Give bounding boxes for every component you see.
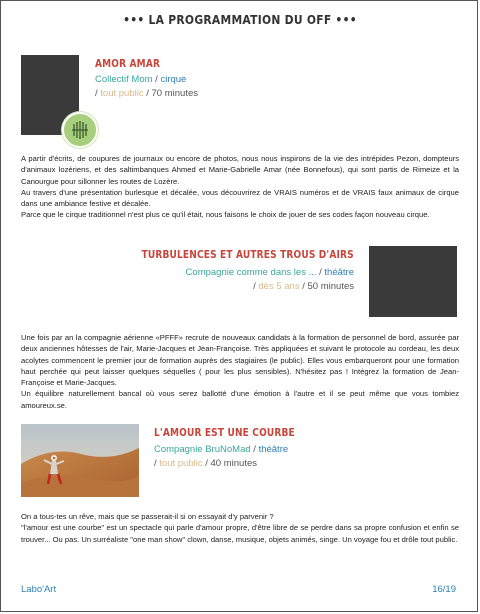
festival-logo-icon bbox=[64, 114, 96, 146]
show-1-title: AMOR AMAR bbox=[95, 57, 161, 70]
show-1-duration: 70 minutes bbox=[151, 88, 198, 99]
show-1-description bbox=[21, 153, 459, 221]
show-1-meta-line-2: / tout public / 70 minutes bbox=[95, 88, 198, 99]
show-3-meta-line-2: / tout public / 40 minutes bbox=[154, 458, 257, 469]
show-3-company: Compagnie BruNoMad bbox=[154, 444, 251, 455]
show-2-image bbox=[369, 246, 457, 317]
show-3-description bbox=[21, 511, 459, 545]
desert-photo-illustration bbox=[21, 424, 139, 497]
show-2-paragraph: Une fois par an la compagnie aérienne «PFFF» recrute de nouveaux candidats à la formation de personnel de bord, assurée par deux anciennes hôtesses de l'air, Marie-Jacques et Jean-Françoise. Très appliquées et suivant le protocole au cordeau, les deux acolytes commencent le premier jour de formation auprès des stagiaires (le public). Elles vous embarqueront pour une formation haut perchée qui peut laisser quelques séquelles ( pour les plus sensibles). N'hésitez pas ! Intégrez la formation de Jean-Françoise et Marie-Jacques. bbox=[21, 333, 459, 388]
show-2-paragraph: Un équilibre naturellement bancal où vous serez ballotté d'une émotion à l'autre et il se peut même que vous tombiez amoureux.se. bbox=[21, 389, 459, 410]
show-1-paragraph: Au travers d'une présentation burlesque et décalée, vous découvrirez de VRAIS numéros et de VRAIS faux animaux de cirque dans une ambiance festive et décalée. bbox=[21, 187, 459, 209]
show-2-meta-line-2: / dès 5 ans / 50 minutes bbox=[253, 281, 354, 292]
show-2-title: TURBULENCES ET AUTRES TROUS D'AIRS bbox=[141, 248, 354, 261]
show-1-meta-line-1: Collectif Mom / cirque bbox=[95, 74, 187, 85]
page-header-title: ••• LA PROGRAMMATION DU OFF ••• bbox=[123, 12, 357, 27]
show-1-paragraph: Parce que le cirque traditionnel n'est plus ce qu'il était, nous faisons le choix de jouer de ses codes façon nouveau cirque. bbox=[21, 210, 430, 220]
show-1-paragraph: A partir d'écrits, de coupures de journaux ou encore de photos, nous nous inspirons de la vie des intrépides Pezon, dompteurs d'animaux lozériens, et des saltimbanques Ahmed et Marie-Gabrielle Amar (née Bonnefous), qui sont partis de Rimeize et la Canourgue pour sillonner les routes de Lozère. bbox=[21, 154, 459, 186]
show-1-logo-badge bbox=[62, 112, 98, 148]
show-3-paragraph: On a tous-tes un rêve, mais que se passerait-il si on essayait d'y parvenir ? bbox=[21, 512, 274, 521]
show-2-duration: 50 minutes bbox=[307, 281, 354, 292]
show-3-title: L'AMOUR EST UNE COURBE bbox=[154, 426, 295, 439]
show-2-company: Compagnie comme dans les ... bbox=[185, 267, 317, 278]
show-1-audience: tout public bbox=[100, 88, 144, 99]
show-2-genre: théâtre bbox=[324, 267, 354, 278]
show-3-meta-line-1: Compagnie BruNoMad / théâtre bbox=[154, 444, 289, 455]
show-1-genre: cirque bbox=[160, 74, 187, 85]
show-2-audience: dès 5 ans bbox=[258, 281, 300, 292]
footer-brand: Labo'Art bbox=[21, 584, 57, 595]
page-number: 16/19 bbox=[432, 584, 456, 595]
show-1-company: Collectif Mom bbox=[95, 74, 153, 85]
show-3-paragraph: "l'amour est une courbe" est un spectacle qui parle d'amour propre, d'être libre de se perdre dans sa propre confusion et enfin se trouver... Ou pas. Un surréaliste "one man show" clown, danse, musique, objets animés, singe. Un voyage fou et drôle tout public. bbox=[21, 523, 459, 544]
show-2-description bbox=[21, 332, 459, 411]
show-3-audience: tout public bbox=[159, 458, 203, 469]
show-3-genre: théâtre bbox=[258, 444, 289, 455]
show-2-meta-line-1: Compagnie comme dans les ... / théâtre bbox=[185, 267, 354, 278]
show-3-photo bbox=[21, 424, 139, 497]
show-3-duration: 40 minutes bbox=[210, 458, 257, 469]
